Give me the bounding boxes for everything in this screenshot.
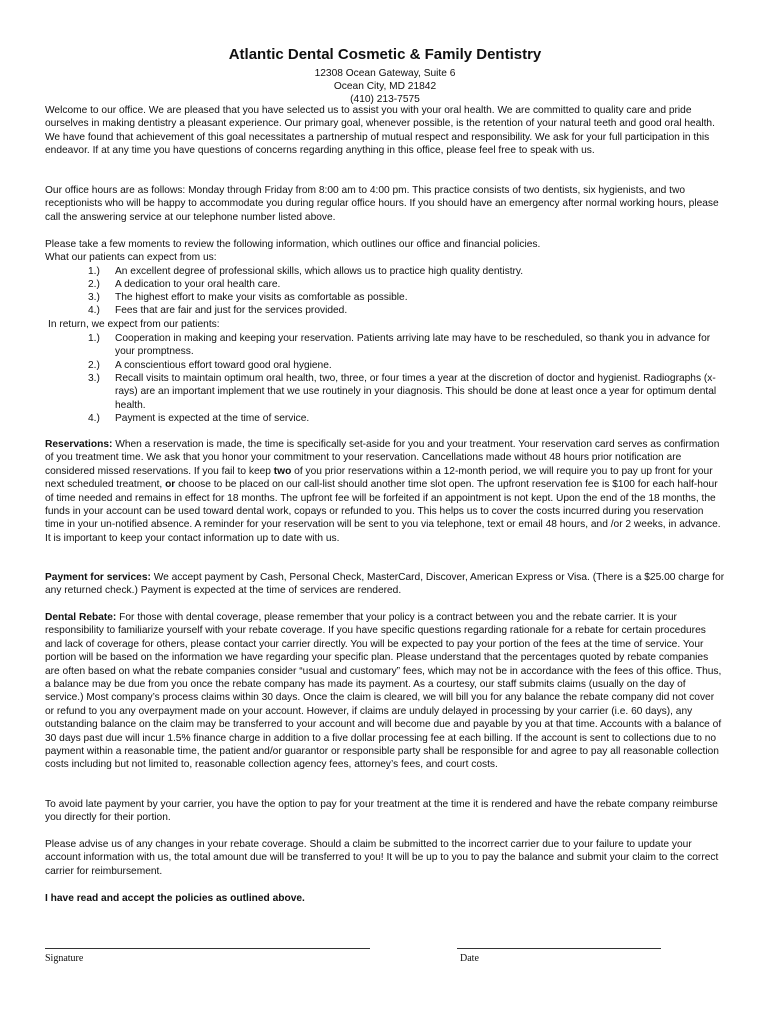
reservations-text-c: choose to be placed on our call-list should another time slot open. The upfront reservation fee is $100 for each half-hour of time needed and remains in effect for 18 months. The upfront fee will be forfeited if an appointment is not kept. Upon the end of the 18 months, the funds in your account can be used toward dental work, copays or refunded to you. This helps us to cover the costs incurred during you reservation time in your un-notified absence. A reminder for your reservation will be sent to you via telephone, text or email 48 hours, and /or 2 weeks, in advance. It is important to keep your contact information up to date with us. [45, 479, 721, 544]
list-number: 3.) [88, 373, 100, 384]
rebate-paragraph [45, 611, 725, 772]
list-number: 4.) [88, 305, 100, 316]
reservations-bold-two: two [273, 465, 292, 477]
list-item-text: A conscientious effort toward good oral hygiene. [115, 360, 332, 371]
list-item-text: Recall visits to maintain optimum oral health, two, three, or four times a year at the discretion of doctor and hygienist. Radiographs (x-rays) are an important implement that we use routinely in your diagnosis. This should be done at least once a year for optimum dental health. [115, 373, 717, 411]
list-number: 1.) [88, 333, 100, 344]
advise-paragraph: Please advise us of any changes in your rebate coverage. Should a claim be submitted to the incorrect carrier due to your failure to update your account information with us, the total amount due will be transferred to you! It will be up to you to pay the balance and submit your claim to the correct carrier for reimbursement. [45, 839, 719, 877]
address-line-2: Ocean City, MD 21842 [333, 81, 437, 92]
list-number: 1.) [88, 266, 100, 277]
list-item-text: Payment is expected at the time of service. [115, 413, 310, 424]
list-number: 3.) [88, 292, 100, 303]
reservations-paragraph [45, 438, 725, 545]
phone-number: (410) 213-7575 [350, 94, 420, 105]
late-payment-paragraph: To avoid late payment by your carrier, you have the option to pay for your treatment at the time it is rendered and have the rebate company reimburse you directly for their portion. [45, 799, 718, 824]
list-item-text: Cooperation in making and keeping your reservation. Patients arriving late may have to be rescheduled, so thank you in advance for your promptness. [115, 333, 711, 358]
reservations-text-a: When a reservation is made, the time is specifically set-aside for you and your treatment. Your reservation card serves as confirmation of you treatment time. We ask that you honor your commitment to your reservation. Cancellations made without 48 hours prior notification are considered missed reservations. If you fail to keep [45, 439, 720, 477]
list-item-text: An excellent degree of professional skills, which allows us to practice high quality dentistry. [115, 266, 524, 277]
expect-heading: What our patients can expect from us: [45, 252, 217, 263]
welcome-paragraph: Welcome to our office. We are pleased that you have selected us to assist you with your oral health. We are committed to quality care and pride ourselves in making dentistry a pleasant experience. Our primary goal, whenever possible, is the retention of your natural teeth and good oral health. We have found that achievement of this goal necessitates a partnership of mutual respect and responsibility. We ask for your full participation in this endeavor. If at any time you have questions of concerns regarding anything in this office, please feel free to speak with us. [45, 105, 715, 157]
reservations-bold-or: or [165, 479, 176, 491]
signature-line[interactable] [45, 948, 370, 949]
date-label: Date [460, 953, 479, 964]
payment-paragraph [45, 571, 725, 598]
list-number: 4.) [88, 413, 100, 424]
list-item-text: A dedication to your oral health care. [115, 279, 281, 290]
address-line-1: 12308 Ocean Gateway, Suite 6 [314, 68, 456, 79]
signature-label: Signature [45, 953, 84, 964]
list-number: 2.) [88, 279, 100, 290]
payment-label: Payment for services: [45, 572, 151, 583]
acceptance-statement: I have read and accept the policies as outlined above. [45, 893, 305, 904]
reservations-label: Reservations: [45, 439, 113, 450]
list-number: 2.) [88, 360, 100, 371]
rebate-text: For those with dental coverage, please remember that your policy is a contract between you and the rebate carrier. It is your responsibility to familiarize yourself with your rebate coverage. If you have specific questions regarding rationale for a rebate for certain procedures and lack of coverage for others, please contact your carrier directly. You will be expected to pay your portion of the fees at the time of service. Your portion will be based on the information we have regarding your specific plan. Please understand that the percentages quoted by rebate companies are often based on what the rebate companies consider “usual and customary” fees, which may not be in accordance with the fees of this office. Thus, a balance may be due from you once the rebate company has made its payment. As a courtesy, our staff submits claims (usually on the day of service.) Most company’s process claims within 30 days. Once the claim is cleared, we will bill you for any balance the rebate company did not cover or refund to you any overpayment made on your account. However, if claims are unduly delayed in processing by your carrier (i.e. 60 days), any outstanding balance on the claim may be transferred to your account and will become due and payable by you at that time. Accounts with a balance of 30 days past due will incur 1.5% finance charge in addition to a five dollar processing fee at each billing. If the account is sent to collections due to no payment within a reasonable time, the patient and/or guarantor or responsible party shall be responsible for and agree to pay all reasonable collection costs including but not limited to, reasonable collection agency fees, attorney’s fees, and court costs. [45, 612, 722, 771]
review-paragraph: Please take a few moments to review the following information, which outlines our office and financial policies. [45, 239, 541, 250]
reservations-text-b: of you prior reservations within a 12-month period, we will require you to pay up front for your next scheduled treatment, [45, 465, 713, 491]
practice-title: Atlantic Dental Cosmetic & Family Dentistry [228, 46, 542, 63]
return-heading: In return, we expect from our patients: [48, 319, 220, 330]
date-line[interactable] [457, 948, 661, 949]
rebate-label: Dental Rebate: [45, 612, 117, 623]
list-item-text: The highest effort to make your visits as comfortable as possible. [115, 292, 408, 303]
list-item-text: Fees that are fair and just for the services provided. [115, 305, 348, 316]
payment-text: We accept payment by Cash, Personal Check, MasterCard, Discover, American Express or Visa. (There is a $25.00 charge for any returned check.) Payment is expected at the time of services are rendered. [45, 572, 725, 597]
office-hours-paragraph: Our office hours are as follows: Monday through Friday from 8:00 am to 4:00 pm. This practice consists of two dentists, six hygienists, and two receptionists who will be happy to accommodate you during regular office hours. If you should have an emergency after normal working hours, please call the answering service at our telephone number listed above. [45, 185, 719, 223]
